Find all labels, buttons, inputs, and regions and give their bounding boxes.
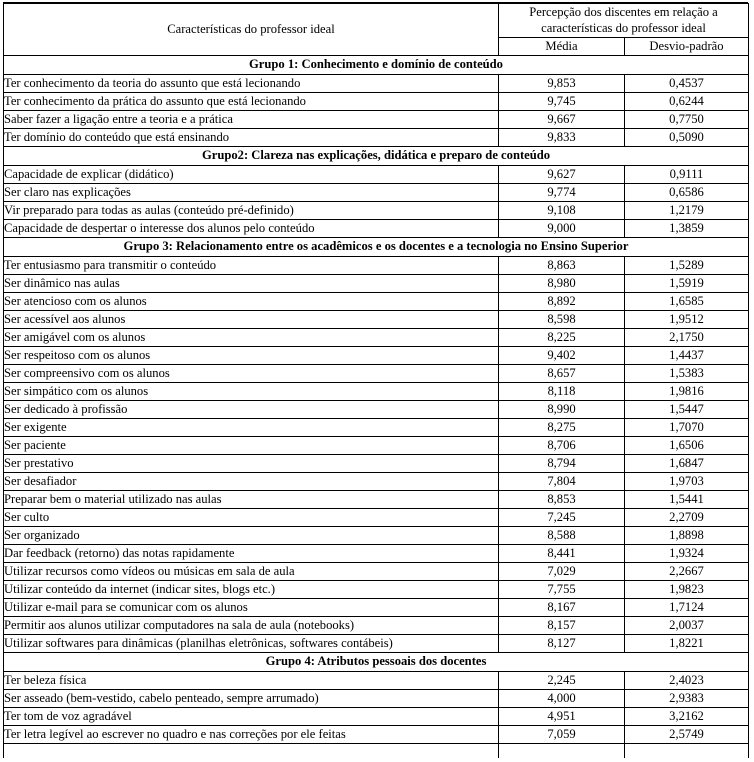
table-row bbox=[4, 93, 749, 111]
table-row bbox=[4, 129, 749, 147]
cell-standard-deviation: 0,5090 bbox=[625, 129, 749, 147]
table-row bbox=[4, 473, 749, 491]
group-header-row bbox=[4, 653, 749, 672]
cell-mean: 8,598 bbox=[499, 311, 625, 329]
cell-characteristic: Preparar bem o material utilizado nas aulas bbox=[4, 491, 499, 509]
table-row bbox=[4, 184, 749, 202]
table-row bbox=[4, 437, 749, 455]
column-header-standard-deviation: Desvio-padrão bbox=[625, 38, 749, 56]
table-row bbox=[4, 329, 749, 347]
group-header-row bbox=[4, 238, 749, 257]
cell-standard-deviation: 0,9111 bbox=[625, 166, 749, 184]
cell-mean: 7,804 bbox=[499, 473, 625, 491]
cell-characteristic: Capacidade de explicar (didático) bbox=[4, 166, 499, 184]
cell-characteristic: Dar feedback (retorno) das notas rapidamente bbox=[4, 545, 499, 563]
table-row bbox=[4, 75, 749, 93]
cell-mean: 8,118 bbox=[499, 383, 625, 401]
cell-mean: 8,441 bbox=[499, 545, 625, 563]
cell-standard-deviation: 1,9703 bbox=[625, 473, 749, 491]
cell-standard-deviation: 2,1750 bbox=[625, 329, 749, 347]
cell-standard-deviation: 1,9816 bbox=[625, 383, 749, 401]
cell-mean: 8,990 bbox=[499, 401, 625, 419]
cell-standard-deviation: 1,6585 bbox=[625, 293, 749, 311]
cell-standard-deviation: 1,8221 bbox=[625, 635, 749, 653]
cell-characteristic: Ser claro nas explicações bbox=[4, 184, 499, 202]
cell-standard-deviation: 0,7750 bbox=[625, 111, 749, 129]
table-row bbox=[4, 347, 749, 365]
cell-mean: 9,745 bbox=[499, 93, 625, 111]
table-row bbox=[4, 220, 749, 238]
cell-mean: 8,706 bbox=[499, 437, 625, 455]
cell-empty bbox=[4, 744, 499, 759]
cell-standard-deviation: 2,9383 bbox=[625, 690, 749, 708]
cell-standard-deviation: 1,9823 bbox=[625, 581, 749, 599]
table-row bbox=[4, 202, 749, 220]
cell-mean: 8,980 bbox=[499, 275, 625, 293]
header-row-main bbox=[4, 4, 749, 38]
cell-mean: 9,833 bbox=[499, 129, 625, 147]
column-header-mean: Média bbox=[499, 38, 625, 56]
table-row bbox=[4, 509, 749, 527]
cell-characteristic: Ser respeitoso com os alunos bbox=[4, 347, 499, 365]
cell-characteristic: Ser acessível aos alunos bbox=[4, 311, 499, 329]
cell-mean: 9,853 bbox=[499, 75, 625, 93]
cell-mean: 8,657 bbox=[499, 365, 625, 383]
cell-mean: 8,588 bbox=[499, 527, 625, 545]
table-row bbox=[4, 455, 749, 473]
group-title: Grupo 1: Conhecimento e domínio de conteúdo bbox=[4, 56, 749, 75]
cell-standard-deviation: 0,6244 bbox=[625, 93, 749, 111]
cell-characteristic: Ter beleza física bbox=[4, 672, 499, 690]
cell-mean: 4,951 bbox=[499, 708, 625, 726]
group-header-row bbox=[4, 147, 749, 166]
cell-mean: 9,000 bbox=[499, 220, 625, 238]
cell-characteristic: Ser prestativo bbox=[4, 455, 499, 473]
table-row bbox=[4, 383, 749, 401]
cell-standard-deviation: 2,4023 bbox=[625, 672, 749, 690]
cell-characteristic: Ser atencioso com os alunos bbox=[4, 293, 499, 311]
cell-characteristic: Ser culto bbox=[4, 509, 499, 527]
table-header bbox=[4, 4, 749, 56]
cell-standard-deviation: 1,7070 bbox=[625, 419, 749, 437]
cell-standard-deviation: 2,0037 bbox=[625, 617, 749, 635]
table-row bbox=[4, 672, 749, 690]
cell-mean: 8,275 bbox=[499, 419, 625, 437]
cell-standard-deviation: 1,3859 bbox=[625, 220, 749, 238]
table-row bbox=[4, 365, 749, 383]
table-row bbox=[4, 708, 749, 726]
table-row bbox=[4, 599, 749, 617]
cell-mean: 9,108 bbox=[499, 202, 625, 220]
cell-standard-deviation: 2,2667 bbox=[625, 563, 749, 581]
cell-standard-deviation: 1,4437 bbox=[625, 347, 749, 365]
table-row bbox=[4, 275, 749, 293]
table-row bbox=[4, 617, 749, 635]
cell-mean: 9,402 bbox=[499, 347, 625, 365]
column-header-characteristics: Características do professor ideal bbox=[4, 4, 499, 56]
table-body bbox=[4, 56, 749, 759]
cell-characteristic: Ter conhecimento da prática do assunto que está lecionando bbox=[4, 93, 499, 111]
cell-mean: 9,774 bbox=[499, 184, 625, 202]
cell-standard-deviation: 2,5749 bbox=[625, 726, 749, 744]
cell-standard-deviation: 0,4537 bbox=[625, 75, 749, 93]
table-row bbox=[4, 527, 749, 545]
cell-standard-deviation: 1,7124 bbox=[625, 599, 749, 617]
cell-characteristic: Ter letra legível ao escrever no quadro e nas correções por ele feitas bbox=[4, 726, 499, 744]
cell-mean: 8,853 bbox=[499, 491, 625, 509]
cell-standard-deviation: 1,6506 bbox=[625, 437, 749, 455]
cell-characteristic: Ter conhecimento da teoria do assunto que está lecionando bbox=[4, 75, 499, 93]
table-row bbox=[4, 419, 749, 437]
cell-characteristic: Utilizar recursos como vídeos ou músicas em sala de aula bbox=[4, 563, 499, 581]
cell-characteristic: Ser amigável com os alunos bbox=[4, 329, 499, 347]
cell-standard-deviation: 1,9324 bbox=[625, 545, 749, 563]
table-row bbox=[4, 111, 749, 129]
cell-mean: 2,245 bbox=[499, 672, 625, 690]
cell-standard-deviation: 1,5441 bbox=[625, 491, 749, 509]
cell-characteristic: Ser asseado (bem-vestido, cabelo penteado, sempre arrumado) bbox=[4, 690, 499, 708]
cell-standard-deviation: 1,5383 bbox=[625, 365, 749, 383]
cell-standard-deviation: 1,5919 bbox=[625, 275, 749, 293]
cell-mean: 4,000 bbox=[499, 690, 625, 708]
table-row bbox=[4, 545, 749, 563]
cell-standard-deviation: 1,6847 bbox=[625, 455, 749, 473]
cell-characteristic: Utilizar e-mail para se comunicar com os alunos bbox=[4, 599, 499, 617]
cell-characteristic: Saber fazer a ligação entre a teoria e a prática bbox=[4, 111, 499, 129]
group-title: Grupo 3: Relacionamento entre os acadêmicos e os docentes e a tecnologia no Ensino Superior bbox=[4, 238, 749, 257]
cell-mean: 7,245 bbox=[499, 509, 625, 527]
cell-standard-deviation: 1,2179 bbox=[625, 202, 749, 220]
cell-mean: 9,627 bbox=[499, 166, 625, 184]
cell-mean: 8,794 bbox=[499, 455, 625, 473]
cell-characteristic: Ser organizado bbox=[4, 527, 499, 545]
cell-empty bbox=[499, 744, 625, 759]
table-row bbox=[4, 293, 749, 311]
table-row bbox=[4, 690, 749, 708]
table-row bbox=[4, 311, 749, 329]
cell-characteristic: Ter entusiasmo para transmitir o conteúdo bbox=[4, 257, 499, 275]
table-row bbox=[4, 635, 749, 653]
table-row-partial bbox=[4, 744, 749, 759]
table-row bbox=[4, 166, 749, 184]
cell-characteristic: Utilizar conteúdo da internet (indicar sites, blogs etc.) bbox=[4, 581, 499, 599]
cell-standard-deviation: 2,2709 bbox=[625, 509, 749, 527]
cell-characteristic: Ser paciente bbox=[4, 437, 499, 455]
cell-standard-deviation: 1,9512 bbox=[625, 311, 749, 329]
cell-characteristic: Ter tom de voz agradável bbox=[4, 708, 499, 726]
table-row bbox=[4, 401, 749, 419]
group-header-row bbox=[4, 56, 749, 75]
cell-mean: 8,127 bbox=[499, 635, 625, 653]
cell-standard-deviation: 0,6586 bbox=[625, 184, 749, 202]
cell-mean: 7,755 bbox=[499, 581, 625, 599]
cell-characteristic: Ser simpático com os alunos bbox=[4, 383, 499, 401]
cell-characteristic: Ser compreensivo com os alunos bbox=[4, 365, 499, 383]
cell-standard-deviation: 1,5289 bbox=[625, 257, 749, 275]
table-row bbox=[4, 491, 749, 509]
table-row bbox=[4, 581, 749, 599]
cell-mean: 8,892 bbox=[499, 293, 625, 311]
teacher-characteristics-table bbox=[3, 3, 749, 758]
table-row bbox=[4, 726, 749, 744]
cell-characteristic: Ser desafiador bbox=[4, 473, 499, 491]
cell-characteristic: Utilizar softwares para dinâmicas (planilhas eletrônicas, softwares contábeis) bbox=[4, 635, 499, 653]
cell-standard-deviation: 1,5447 bbox=[625, 401, 749, 419]
table-row bbox=[4, 563, 749, 581]
cell-characteristic: Vir preparado para todas as aulas (conteúdo pré-definido) bbox=[4, 202, 499, 220]
cell-characteristic: Ser dinâmico nas aulas bbox=[4, 275, 499, 293]
cell-characteristic: Ser dedicado à profissão bbox=[4, 401, 499, 419]
cell-standard-deviation: 3,2162 bbox=[625, 708, 749, 726]
table-row bbox=[4, 257, 749, 275]
cell-characteristic: Capacidade de despertar o interesse dos alunos pelo conteúdo bbox=[4, 220, 499, 238]
cell-mean: 7,059 bbox=[499, 726, 625, 744]
column-header-perception-span: Percepção dos discentes em relação a características do professor ideal bbox=[499, 4, 749, 38]
cell-mean: 9,667 bbox=[499, 111, 625, 129]
cell-standard-deviation: 1,8898 bbox=[625, 527, 749, 545]
cell-mean: 8,167 bbox=[499, 599, 625, 617]
cell-mean: 7,029 bbox=[499, 563, 625, 581]
cell-characteristic: Ter domínio do conteúdo que está ensinando bbox=[4, 129, 499, 147]
cell-mean: 8,157 bbox=[499, 617, 625, 635]
group-title: Grupo2: Clareza nas explicações, didática e preparo de conteúdo bbox=[4, 147, 749, 166]
cell-characteristic: Permitir aos alunos utilizar computadores na sala de aula (notebooks) bbox=[4, 617, 499, 635]
cell-mean: 8,225 bbox=[499, 329, 625, 347]
cell-mean: 8,863 bbox=[499, 257, 625, 275]
cell-empty bbox=[625, 744, 749, 759]
cell-characteristic: Ser exigente bbox=[4, 419, 499, 437]
group-title: Grupo 4: Atributos pessoais dos docentes bbox=[4, 653, 749, 672]
